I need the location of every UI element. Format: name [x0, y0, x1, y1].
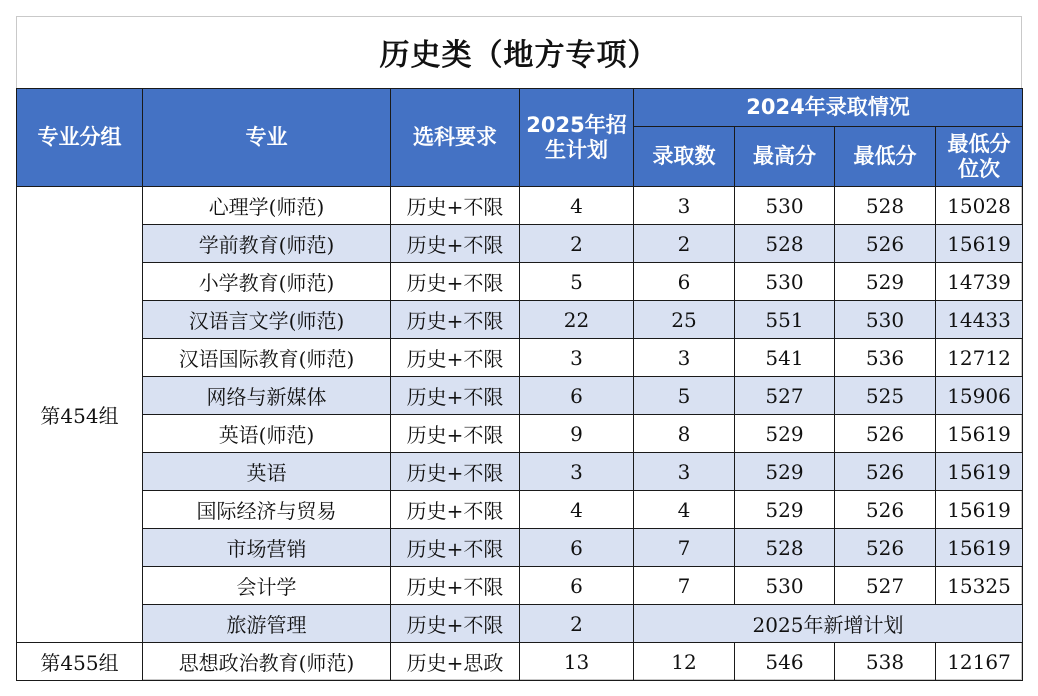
- max-score-cell: 529: [735, 415, 835, 453]
- table-body: [17, 187, 1023, 681]
- table-row: [17, 567, 1023, 605]
- table-row: [17, 339, 1023, 377]
- plan-cell: 22: [520, 301, 634, 339]
- header-major: 专业: [143, 89, 391, 187]
- min-score-cell: 526: [835, 529, 936, 567]
- min-score-cell: 526: [835, 453, 936, 491]
- plan-cell: 6: [520, 567, 634, 605]
- min-score-cell: 536: [835, 339, 936, 377]
- min-score-cell: 529: [835, 263, 936, 301]
- plan-cell: 3: [520, 453, 634, 491]
- min-score-cell: 525: [835, 377, 936, 415]
- major-cell: 小学教育(师范): [143, 263, 391, 301]
- plan-cell: 4: [520, 491, 634, 529]
- admitted-cell: 7: [634, 529, 735, 567]
- major-cell: 汉语国际教育(师范): [143, 339, 391, 377]
- table-row: [17, 491, 1023, 529]
- admitted-cell: 12: [634, 643, 735, 681]
- min-score-cell: 538: [835, 643, 936, 681]
- admitted-cell: 3: [634, 453, 735, 491]
- header-max-score: 最高分: [735, 127, 835, 187]
- subject-requirement-cell: 历史+不限: [391, 605, 520, 643]
- max-score-cell: 529: [735, 453, 835, 491]
- plan-cell: 3: [520, 339, 634, 377]
- group-cell: 第454组: [17, 187, 143, 643]
- subject-requirement-cell: 历史+不限: [391, 225, 520, 263]
- major-cell: 心理学(师范): [143, 187, 391, 225]
- min-score-cell: 528: [835, 187, 936, 225]
- plan-cell: 6: [520, 377, 634, 415]
- subject-requirement-cell: 历史+不限: [391, 415, 520, 453]
- min-rank-cell: 12712: [936, 339, 1023, 377]
- subject-requirement-cell: 历史+不限: [391, 263, 520, 301]
- min-rank-cell: 15619: [936, 491, 1023, 529]
- table-row: [17, 263, 1023, 301]
- min-score-cell: 526: [835, 225, 936, 263]
- min-rank-cell: 15325: [936, 567, 1023, 605]
- table-row: [17, 643, 1023, 681]
- admitted-cell: 3: [634, 187, 735, 225]
- header-admitted: 录取数: [634, 127, 735, 187]
- major-cell: 旅游管理: [143, 605, 391, 643]
- max-score-cell: 546: [735, 643, 835, 681]
- table-title: 历史类（地方专项）: [379, 38, 659, 73]
- min-score-cell: 526: [835, 415, 936, 453]
- admitted-cell: 4: [634, 491, 735, 529]
- plan-cell: 2: [520, 225, 634, 263]
- min-rank-cell: 15619: [936, 529, 1023, 567]
- min-score-cell: 527: [835, 567, 936, 605]
- table-row: [17, 377, 1023, 415]
- min-rank-cell: 15028: [936, 187, 1023, 225]
- min-rank-cell: 14739: [936, 263, 1023, 301]
- header-min-score: 最低分: [835, 127, 936, 187]
- min-rank-cell: 15619: [936, 453, 1023, 491]
- min-score-cell: 526: [835, 491, 936, 529]
- admitted-cell: 7: [634, 567, 735, 605]
- plan-cell: 2: [520, 605, 634, 643]
- header-admission-2024: 2024年录取情况: [634, 89, 1023, 127]
- major-cell: 网络与新媒体: [143, 377, 391, 415]
- max-score-cell: 529: [735, 491, 835, 529]
- min-score-cell: 530: [835, 301, 936, 339]
- header-subject-requirement: 选科要求: [391, 89, 520, 187]
- note-cell: 2025年新增计划: [634, 605, 1023, 643]
- admitted-cell: 25: [634, 301, 735, 339]
- subject-requirement-cell: 历史+不限: [391, 453, 520, 491]
- admitted-cell: 2: [634, 225, 735, 263]
- header-group: 专业分组: [17, 89, 143, 187]
- max-score-cell: 528: [735, 529, 835, 567]
- header-plan-2025: 2025年招生计划: [520, 89, 634, 187]
- admitted-cell: 6: [634, 263, 735, 301]
- subject-requirement-cell: 历史+不限: [391, 301, 520, 339]
- header-min-rank: 最低分位次: [936, 127, 1023, 187]
- max-score-cell: 541: [735, 339, 835, 377]
- subject-requirement-cell: 历史+不限: [391, 339, 520, 377]
- major-cell: 会计学: [143, 567, 391, 605]
- table-row: [17, 529, 1023, 567]
- admitted-cell: 5: [634, 377, 735, 415]
- plan-cell: 4: [520, 187, 634, 225]
- table-row: [17, 605, 1023, 643]
- admitted-cell: 3: [634, 339, 735, 377]
- min-rank-cell: 15619: [936, 225, 1023, 263]
- major-cell: 思想政治教育(师范): [143, 643, 391, 681]
- major-cell: 英语(师范): [143, 415, 391, 453]
- max-score-cell: 551: [735, 301, 835, 339]
- table-row: [17, 453, 1023, 491]
- plan-cell: 5: [520, 263, 634, 301]
- major-cell: 汉语言文学(师范): [143, 301, 391, 339]
- plan-cell: 9: [520, 415, 634, 453]
- max-score-cell: 530: [735, 567, 835, 605]
- major-cell: 英语: [143, 453, 391, 491]
- min-rank-cell: 12167: [936, 643, 1023, 681]
- admitted-cell: 8: [634, 415, 735, 453]
- table-row: [17, 301, 1023, 339]
- subject-requirement-cell: 历史+不限: [391, 491, 520, 529]
- subject-requirement-cell: 历史+不限: [391, 567, 520, 605]
- min-rank-cell: 15619: [936, 415, 1023, 453]
- admission-table: [16, 88, 1023, 681]
- table-row: [17, 415, 1023, 453]
- max-score-cell: 528: [735, 225, 835, 263]
- major-cell: 市场营销: [143, 529, 391, 567]
- group-cell: 第455组: [17, 643, 143, 681]
- subject-requirement-cell: 历史+思政: [391, 643, 520, 681]
- plan-cell: 13: [520, 643, 634, 681]
- plan-cell: 6: [520, 529, 634, 567]
- table-row: [17, 225, 1023, 263]
- min-rank-cell: 15906: [936, 377, 1023, 415]
- table-row: [17, 187, 1023, 225]
- max-score-cell: 527: [735, 377, 835, 415]
- max-score-cell: 530: [735, 263, 835, 301]
- max-score-cell: 530: [735, 187, 835, 225]
- subject-requirement-cell: 历史+不限: [391, 187, 520, 225]
- subject-requirement-cell: 历史+不限: [391, 377, 520, 415]
- major-cell: 学前教育(师范): [143, 225, 391, 263]
- min-rank-cell: 14433: [936, 301, 1023, 339]
- subject-requirement-cell: 历史+不限: [391, 529, 520, 567]
- major-cell: 国际经济与贸易: [143, 491, 391, 529]
